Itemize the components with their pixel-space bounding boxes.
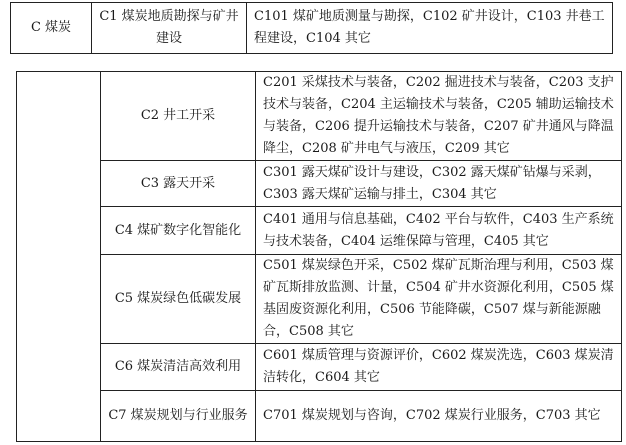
category-cell: C 煤炭 <box>11 3 92 54</box>
table-row <box>17 344 622 391</box>
subcategory-items-cell: C401 通用与信息基础，C402 平台与软件，C403 生产系统与技术装备，C404 运维保障与管理，C405 其它 <box>256 207 622 255</box>
category-table-top <box>10 2 613 54</box>
category-cell-empty <box>17 72 101 442</box>
table-row <box>17 255 622 344</box>
subcategory-name-cell: C3 露天开采 <box>101 161 256 207</box>
subcategory-name-cell: C2 井工开采 <box>101 72 256 161</box>
subcategory-items-cell: C101 煤矿地质测量与勘探，C102 矿井设计，C103 井巷工程建设，C104 其它 <box>247 3 613 54</box>
subcategory-name-cell: C4 煤矿数字化智能化 <box>101 207 256 255</box>
subcategory-name-cell: C5 煤炭绿色低碳发展 <box>101 255 256 344</box>
table-row <box>17 161 622 207</box>
table-row <box>11 3 613 54</box>
subcategory-name-cell: C6 煤炭清洁高效利用 <box>101 344 256 391</box>
subcategory-name-cell: C7 煤炭规划与行业服务 <box>101 391 256 442</box>
subcategory-items-cell: C501 煤炭绿色开采，C502 煤矿瓦斯治理与利用，C503 煤矿瓦斯排放监测、计量，C504 矿井水资源化利用，C505 煤基固废资源化利用，C506 节能降碳，C507 煤与新能源融合，C508 其它 <box>256 255 622 344</box>
subcategory-items-cell: C201 采煤技术与装备，C202 掘进技术与装备，C203 支护技术与装备，C204 主运输技术与装备，C205 辅助运输技术与装备，C206 提升运输技术与装备，C207 矿井通风与降温降尘，C208 矿井电气与液压，C209 其它 <box>256 72 622 161</box>
subcategory-items-cell: C701 煤炭规划与咨询，C702 煤炭行业服务，C703 其它 <box>256 391 622 442</box>
subcategory-items-cell: C301 露天煤矿设计与建设，C302 露天煤矿钻爆与采剥，C303 露天煤矿运输与排土，C304 其它 <box>256 161 622 207</box>
table-row <box>17 207 622 255</box>
subcategory-items-cell: C601 煤质管理与资源评价，C602 煤炭洗选，C603 煤炭清洁转化，C604 其它 <box>256 344 622 391</box>
subcategory-name-cell: C1 煤炭地质勘探与矿井建设 <box>92 3 247 54</box>
table-row <box>17 72 622 161</box>
category-table-main <box>16 71 622 442</box>
table-row <box>17 391 622 442</box>
